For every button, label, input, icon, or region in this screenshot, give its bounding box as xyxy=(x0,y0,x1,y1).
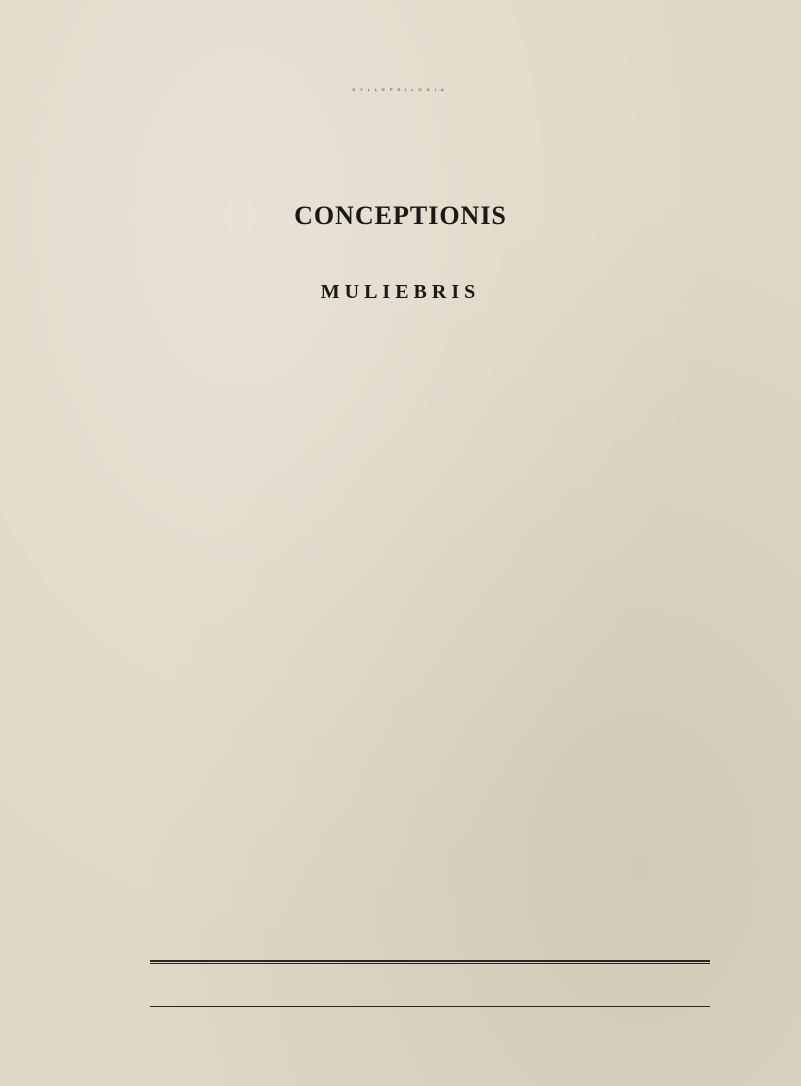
top-rule xyxy=(150,960,710,962)
main-title: SYLLEPSILOGIA xyxy=(352,87,449,92)
imprint-rule xyxy=(150,1006,710,1007)
muliebris-heading: MULIEBRIS xyxy=(320,281,481,303)
top-rule-thin xyxy=(150,963,710,964)
conceptionis-heading: CONCEPTIONIS xyxy=(294,201,507,230)
